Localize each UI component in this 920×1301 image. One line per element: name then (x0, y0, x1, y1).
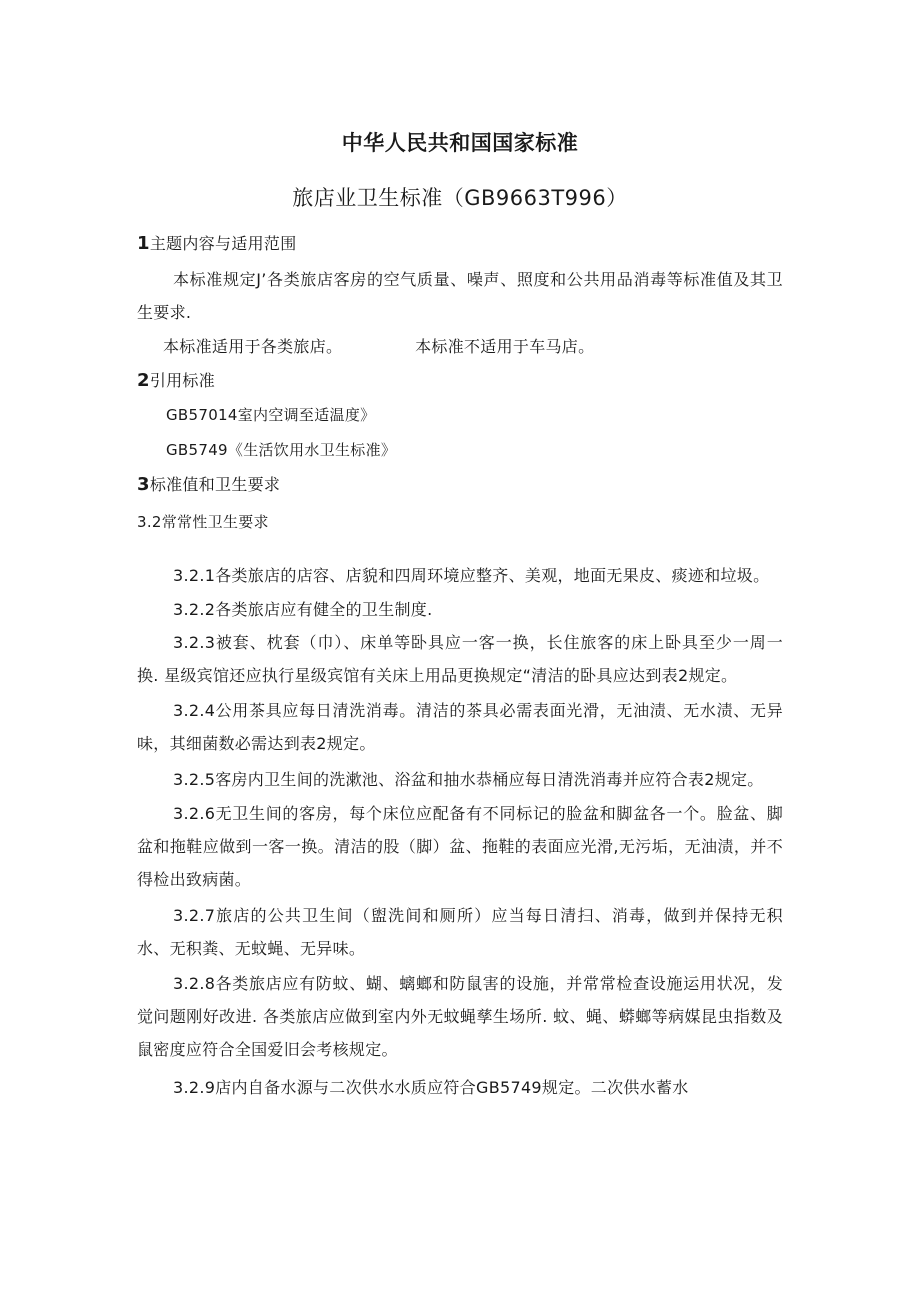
clause-3-2-5: 3.2.5客房内卫生间的洗漱池、浴盆和抽水恭桶应每日清洗消毒并应符合表2规定。 (173, 770, 764, 789)
reference-standard-2: GB5749《生活饮用水卫生标准》 (166, 441, 397, 459)
clause-3-2-8: 3.2.8各类旅店应有防蚊、蝴、螭螂和防鼠害的设施，并常常检查设施运用状况，发觉问题刚好改进. 各类旅店应做到室内外无蚊蝇孳生场所. 蚊、蝇、蟒螂等病媒昆虫指数及鼠密度应符合全国爱旧会考核规定。 (137, 974, 783, 1059)
not-applicable-text: 本标准不适用于车马店。 (415, 337, 595, 356)
section-1-heading (137, 233, 297, 255)
section-1-applicability (163, 336, 594, 358)
clause-3-2-4: 3.2.4公用茶具应每日清洗消毒。清洁的茶具必需表面光滑，无油渍、无水渍、无异味，其细菌数必需达到表2规定。 (137, 701, 783, 753)
subsection-3-2-heading: 3.2常常性卫生要求 (137, 513, 269, 531)
section-number: 3 (137, 474, 150, 495)
clause-3-2-7: 3.2.7旅店的公共卫生间（盥洗间和厕所）应当每日清扫、消毒，做到并保持无积水、无积粪、无蚊蝇、无异味。 (137, 906, 783, 958)
section-1-scope-paragraph: 本标准规定J’各类旅店客房的空气质量、噪声、照度和公共用品消毒等标准值及其卫生要求. (137, 270, 783, 322)
clause-3-2-9: 3.2.9店内自备水源与二次供水水质应符合GB5749规定。二次供水蓄水 (173, 1078, 689, 1097)
standard-title: 旅店业卫生标准（GB9663T996） (292, 186, 628, 210)
applicable-text: 本标准适用于各类旅店。 (163, 337, 343, 356)
clause-3-2-6: 3.2.6无卫生间的客房，每个床位应配备有不同标记的脸盆和脚盆各一个。脸盆、脚盆和拖鞋应做到一客一换。清洁的股（脚）盆、拖鞋的表面应光滑,无污垢，无油渍，并不得检出致病菌。 (137, 804, 783, 889)
document-title: 中华人民共和国国家标准 (341, 131, 579, 155)
clause-3-2-2: 3.2.2各类旅店应有健全的卫生制度. (173, 600, 433, 619)
section-3-heading (137, 474, 280, 496)
clause-3-2-1: 3.2.1各类旅店的店容、店貌和四周环境应整齐、美观，地面无果皮、痰迹和垃圾。 (173, 566, 770, 585)
section-heading-text: 引用标准 (149, 371, 216, 390)
section-2-heading (137, 370, 215, 392)
section-number: 2 (137, 370, 150, 391)
clause-3-2-3: 3.2.3被套、枕套（巾）、床单等卧具应一客一换，长住旅客的床上卧具至少一周一换. 星级宾馆还应执行星级宾馆有关床上用品更换规定“清洁的卧具应达到表2规定。 (137, 633, 783, 685)
section-heading-text: 标准值和卫生要求 (149, 475, 281, 494)
reference-standard-1: GB57014室内空调至适温度》 (166, 406, 376, 424)
section-heading-text: 主题内容与适用范围 (149, 234, 297, 253)
section-number: 1 (137, 233, 150, 254)
